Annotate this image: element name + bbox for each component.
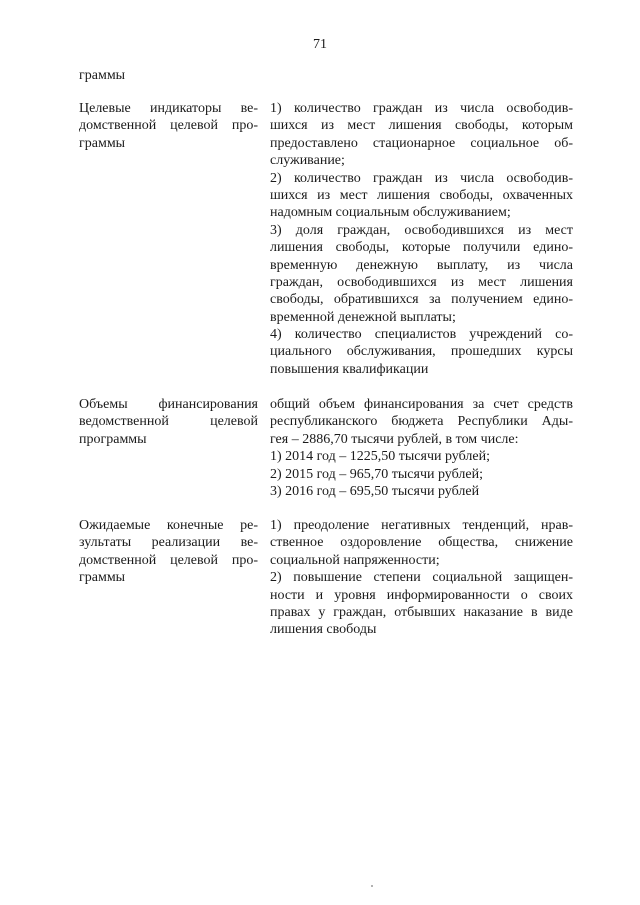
- label-line: зультаты реализации ве-: [79, 535, 258, 551]
- row-label: [79, 517, 258, 587]
- content-line: 3) 2016 год – 695,50 тысячи рублей: [270, 483, 480, 499]
- content-line: лишения свободы: [270, 622, 377, 638]
- content-line: предоставлено стационарное социальное об-: [270, 135, 573, 151]
- label-line: программы: [79, 431, 147, 447]
- content-line: республиканского бюджета Республики Ады-: [270, 414, 573, 430]
- row-content: [270, 100, 573, 378]
- label-line: Объемы финансирования: [79, 397, 258, 412]
- continued-label-text: граммы: [79, 68, 126, 83]
- content-line: граждан, освободившихся из мест лишения: [270, 274, 573, 290]
- row-content: [270, 517, 573, 639]
- content-line: 1) преодоление негативных тенденций, нрав-: [270, 518, 573, 533]
- row-content: [270, 396, 573, 500]
- content-line: надомным социальным обслуживанием;: [270, 205, 511, 221]
- content-line: 1) количество граждан из числа освободив-: [270, 101, 573, 116]
- content-line: шихся из мест лишения свободы, охваченных: [270, 187, 573, 203]
- content-line: общий объем финансирования за счет средств: [270, 397, 573, 412]
- content-line: 4) количество специалистов учреждений со-: [270, 327, 573, 343]
- label-line: Целевые индикаторы ве-: [79, 101, 258, 116]
- content-line: правах у граждан, отбывших наказание в виде: [270, 604, 573, 620]
- content-line: 3) доля граждан, освободившихся из мест: [270, 222, 573, 238]
- label-line: граммы: [79, 135, 126, 151]
- content-line: ственное оздоровление общества, снижение: [270, 535, 573, 551]
- content-line: временную денежную выплату, из числа: [270, 257, 573, 273]
- label-line: домственной целевой про-: [79, 118, 258, 134]
- content-line: служивание;: [270, 153, 345, 169]
- row-label: [79, 100, 258, 152]
- content-line: ности и уровня информированности о своих: [270, 587, 573, 603]
- content-line: 2) 2015 год – 965,70 тысячи рублей;: [270, 466, 483, 482]
- content-line: 2) повышение степени социальной защищен-: [270, 570, 573, 586]
- content-line: социальной напряженности;: [270, 552, 440, 568]
- label-line: домственной целевой про-: [79, 552, 258, 568]
- content-line: свободы, обратившихся за получением едино-: [270, 292, 573, 308]
- content-line: временной денежной выплаты;: [270, 309, 456, 325]
- content-line: гея – 2886,70 тысячи рублей, в том числе:: [270, 431, 519, 447]
- content-line: 1) 2014 год – 1225,50 тысячи рублей;: [270, 449, 490, 465]
- scan-speck: [371, 885, 373, 887]
- label-line: Ожидаемые конечные ре-: [79, 518, 258, 533]
- content-line: циального обслуживания, прошедших курсы: [270, 344, 573, 360]
- page-number: 71: [313, 37, 327, 52]
- content-line: 2) количество граждан из числа освободив-: [270, 170, 573, 186]
- content-line: лишения свободы, которые получили едино-: [270, 240, 573, 256]
- content-line: шихся из мест лишения свободы, которым: [270, 118, 573, 134]
- row-label: [79, 396, 258, 448]
- label-line: ведомственной целевой: [79, 414, 258, 430]
- label-line: граммы: [79, 570, 126, 586]
- content-line: повышения квалификации: [270, 361, 429, 377]
